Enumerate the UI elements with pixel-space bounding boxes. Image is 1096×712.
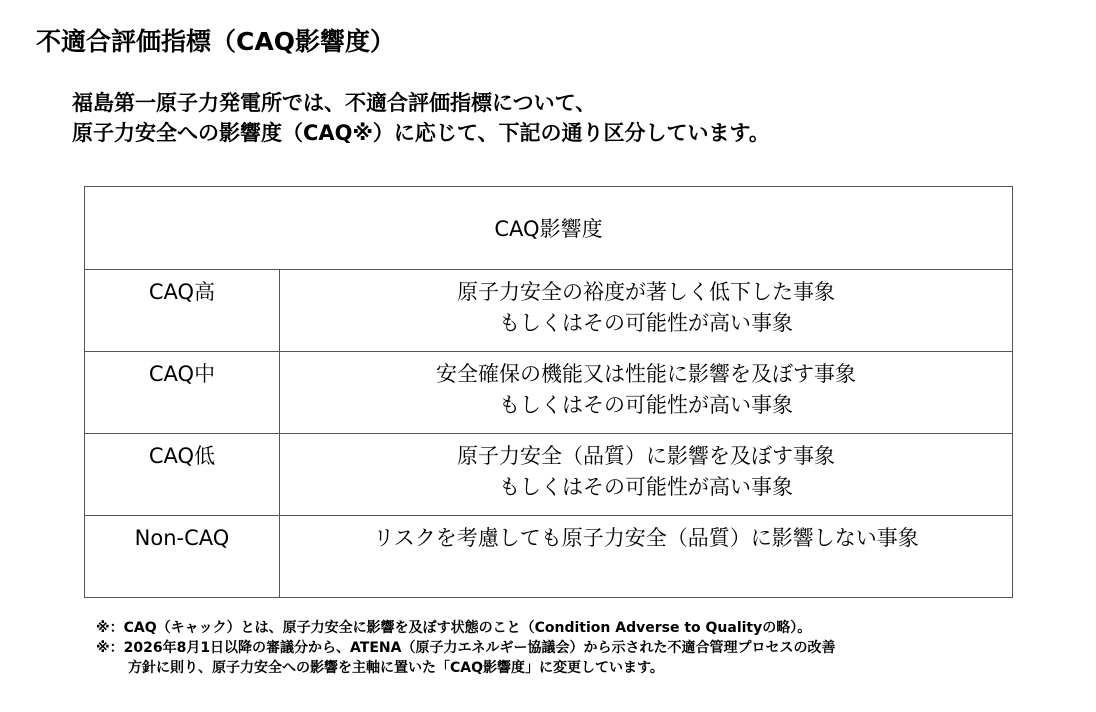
description-line: 安全確保の機能又は性能に影響を及ぼす事象 bbox=[436, 362, 856, 386]
intro-line-2: 原子力安全への影響度（CAQ※）に応じて、下記の通り区分しています。 bbox=[72, 121, 770, 145]
table-header: CAQ影響度 bbox=[85, 187, 1013, 270]
footnote-change-line-1: ※：2026年8月1日以降の審議分から、ATENA（原子力エネルギー協議会）から示された不適合管理プロセスの改善 bbox=[96, 640, 836, 656]
intro-text bbox=[72, 88, 770, 148]
table-row-caq-low bbox=[85, 434, 1013, 516]
footnote-caq-definition: ※：CAQ（キャック）とは、原子力安全に影響を及ぼす状態のこと（Condition Adverse to Qualityの略）。 bbox=[96, 620, 812, 636]
level-cell: Non-CAQ bbox=[85, 516, 280, 598]
description-cell bbox=[280, 434, 1013, 516]
description-line: 原子力安全（品質）に影響を及ぼす事象 bbox=[457, 444, 835, 468]
footnotes bbox=[96, 618, 835, 678]
table-header-row bbox=[85, 187, 1013, 270]
caq-table bbox=[84, 186, 1013, 598]
table-row-non-caq bbox=[85, 516, 1013, 598]
table-row-caq-medium bbox=[85, 352, 1013, 434]
description-line: リスクを考慮しても原子力安全（品質）に影響しない事象 bbox=[373, 526, 919, 550]
description-line: もしくはその可能性が高い事象 bbox=[499, 311, 793, 335]
table-row-caq-high bbox=[85, 270, 1013, 352]
description-line: もしくはその可能性が高い事象 bbox=[499, 393, 793, 417]
level-cell: CAQ高 bbox=[85, 270, 280, 352]
description-line: 原子力安全の裕度が著しく低下した事象 bbox=[457, 280, 835, 304]
page-title: 不適合評価指標（CAQ影響度） bbox=[36, 27, 395, 56]
description-line: もしくはその可能性が高い事象 bbox=[499, 475, 793, 499]
description-cell bbox=[280, 352, 1013, 434]
description-cell bbox=[280, 516, 1013, 598]
level-cell: CAQ低 bbox=[85, 434, 280, 516]
level-cell: CAQ中 bbox=[85, 352, 280, 434]
intro-line-1: 福島第一原子力発電所では、不適合評価指標について、 bbox=[72, 91, 597, 115]
footnote-change-line-2: 方針に則り、原子力安全への影響を主軸に置いた「CAQ影響度」に変更しています。 bbox=[128, 660, 664, 676]
description-cell bbox=[280, 270, 1013, 352]
